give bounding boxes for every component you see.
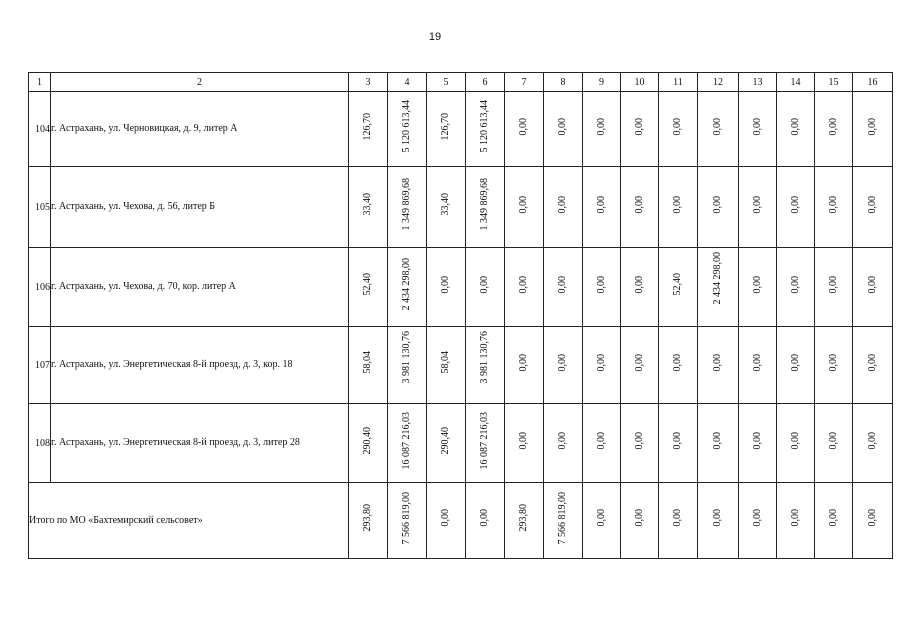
cell-value: 2 434 298,00 — [712, 252, 723, 305]
cell-value: 0,00 — [595, 195, 607, 214]
column-header: 4 — [388, 73, 427, 92]
cell-value: 0,00 — [751, 275, 763, 294]
column-header: 16 — [853, 73, 893, 92]
cell-value: 16 087 216,03 — [401, 411, 412, 470]
cell-value: 0,00 — [633, 275, 645, 294]
column-header: 2 — [51, 73, 349, 92]
total-label: Итого по МО «Бахтемирский сельсовет» — [29, 483, 349, 559]
total-value: 0,00 — [789, 509, 801, 527]
column-header: 10 — [621, 73, 659, 92]
cell-value: 0,00 — [595, 275, 607, 294]
total-value: 0,00 — [672, 509, 683, 527]
cell-value: 0,00 — [789, 431, 801, 450]
cell-value: 52,40 — [362, 273, 373, 296]
cell-value: 0,00 — [557, 431, 568, 450]
cell-value: 0,00 — [712, 117, 723, 136]
cell-value: 0,00 — [712, 431, 723, 450]
cell-value: 2 434 298,00 — [401, 258, 412, 311]
cell-value: 0,00 — [751, 353, 763, 372]
cell-value: 52,40 — [672, 273, 683, 296]
cell-value: 33,40 — [362, 193, 373, 216]
cell-value: 0,00 — [672, 431, 683, 450]
row-address: г. Астрахань, ул. Энергетическая 8-й проезд, д. 3, кор. 18 — [51, 327, 349, 404]
total-value: 0,00 — [866, 509, 878, 527]
cell-value: 0,00 — [866, 117, 878, 136]
cell-value: 0,00 — [827, 275, 839, 294]
total-value: 0,00 — [827, 509, 839, 527]
total-value: 293,80 — [362, 504, 373, 532]
cell-value: 0,00 — [827, 353, 839, 372]
table-row — [29, 404, 893, 483]
cell-value: 0,00 — [633, 117, 645, 136]
cell-value: 0,00 — [595, 431, 607, 450]
cell-value: 0,00 — [866, 275, 878, 294]
table-row — [29, 248, 893, 327]
cell-value: 0,00 — [712, 195, 723, 214]
page-number: 19 — [428, 31, 442, 43]
total-value: 0,00 — [633, 509, 645, 527]
cell-value: 0,00 — [827, 195, 839, 214]
cell-value: 58,04 — [362, 351, 373, 374]
cell-value: 0,00 — [789, 117, 801, 136]
total-value: 7 566 819,00 — [401, 491, 412, 545]
total-value: 0,00 — [712, 509, 723, 527]
cell-value: 0,00 — [672, 353, 683, 372]
total-value: 293,80 — [518, 504, 529, 532]
total-value: 0,00 — [751, 509, 763, 527]
row-number: 107 — [29, 327, 51, 404]
column-header: 15 — [815, 73, 853, 92]
column-header: 12 — [698, 73, 739, 92]
cell-value: 0,00 — [633, 431, 645, 450]
cell-value: 0,00 — [866, 431, 878, 450]
cell-value: 0,00 — [633, 195, 645, 214]
column-header: 5 — [427, 73, 466, 92]
column-header: 7 — [505, 73, 544, 92]
table-row — [29, 327, 893, 404]
total-value: 0,00 — [479, 509, 490, 527]
cell-value: 0,00 — [751, 117, 763, 136]
cell-value: 0,00 — [633, 353, 645, 372]
column-header: 1 — [29, 73, 51, 92]
row-address: г. Астрахань, ул. Чехова, д. 56, литер Б — [51, 167, 349, 248]
row-number: 105 — [29, 167, 51, 248]
column-header: 14 — [777, 73, 815, 92]
cell-value: 58,04 — [440, 351, 451, 374]
row-number: 108 — [29, 404, 51, 483]
cell-value: 0,00 — [789, 195, 801, 214]
row-address: г. Астрахань, ул. Чехова, д. 70, кор. литер А — [51, 248, 349, 327]
cell-value: 3 981 130,76 — [401, 331, 412, 384]
cell-value: 0,00 — [789, 275, 801, 294]
cell-value: 16 087 216,03 — [479, 411, 490, 470]
cell-value: 1 349 869,68 — [401, 178, 412, 231]
cell-value: 0,00 — [827, 431, 839, 450]
cell-value: 5 120 613,44 — [401, 100, 412, 153]
cell-value: 1 349 869,68 — [479, 178, 490, 231]
row-address: г. Астрахань, ул. Черновицкая, д. 9, литер А — [51, 92, 349, 167]
cell-value: 0,00 — [479, 275, 490, 294]
header-row — [29, 73, 893, 92]
row-address: г. Астрахань, ул. Энергетическая 8-й проезд, д. 3, литер 28 — [51, 404, 349, 483]
cell-value: 0,00 — [672, 117, 683, 136]
cell-value: 0,00 — [557, 275, 568, 294]
cell-value: 0,00 — [557, 353, 568, 372]
row-number: 106 — [29, 248, 51, 327]
cell-value: 0,00 — [518, 275, 529, 294]
cell-value: 0,00 — [712, 353, 723, 372]
column-header: 8 — [544, 73, 583, 92]
cell-value: 0,00 — [440, 275, 451, 294]
cell-value: 0,00 — [789, 353, 801, 372]
cell-value: 0,00 — [751, 431, 763, 450]
column-header: 9 — [583, 73, 621, 92]
cell-value: 290,40 — [362, 426, 373, 455]
cell-value: 0,00 — [557, 195, 568, 214]
cell-value: 3 981 130,76 — [479, 331, 490, 384]
cell-value: 33,40 — [440, 193, 451, 216]
cell-value: 126,70 — [362, 112, 373, 141]
total-row — [29, 483, 893, 559]
cell-value: 0,00 — [866, 353, 878, 372]
cell-value: 0,00 — [866, 195, 878, 214]
column-header: 6 — [466, 73, 505, 92]
cell-value: 0,00 — [672, 195, 683, 214]
cell-value: 0,00 — [557, 117, 568, 136]
table-row — [29, 167, 893, 248]
cell-value: 0,00 — [518, 431, 529, 450]
data-table — [28, 72, 893, 559]
total-value: 7 566 819,00 — [557, 491, 568, 545]
total-value: 0,00 — [440, 509, 451, 527]
cell-value: 0,00 — [595, 117, 607, 136]
row-number: 104 — [29, 92, 51, 167]
column-header: 11 — [659, 73, 698, 92]
table-row — [29, 92, 893, 167]
cell-value: 0,00 — [751, 195, 763, 214]
cell-value: 290,40 — [440, 426, 451, 455]
cell-value: 0,00 — [518, 195, 529, 214]
column-header: 13 — [739, 73, 777, 92]
cell-value: 0,00 — [827, 117, 839, 136]
cell-value: 0,00 — [518, 117, 529, 136]
column-header: 3 — [349, 73, 388, 92]
cell-value: 0,00 — [595, 353, 607, 372]
total-value: 0,00 — [595, 509, 607, 527]
cell-value: 0,00 — [518, 353, 529, 372]
cell-value: 126,70 — [440, 112, 451, 141]
cell-value: 5 120 613,44 — [479, 100, 490, 153]
